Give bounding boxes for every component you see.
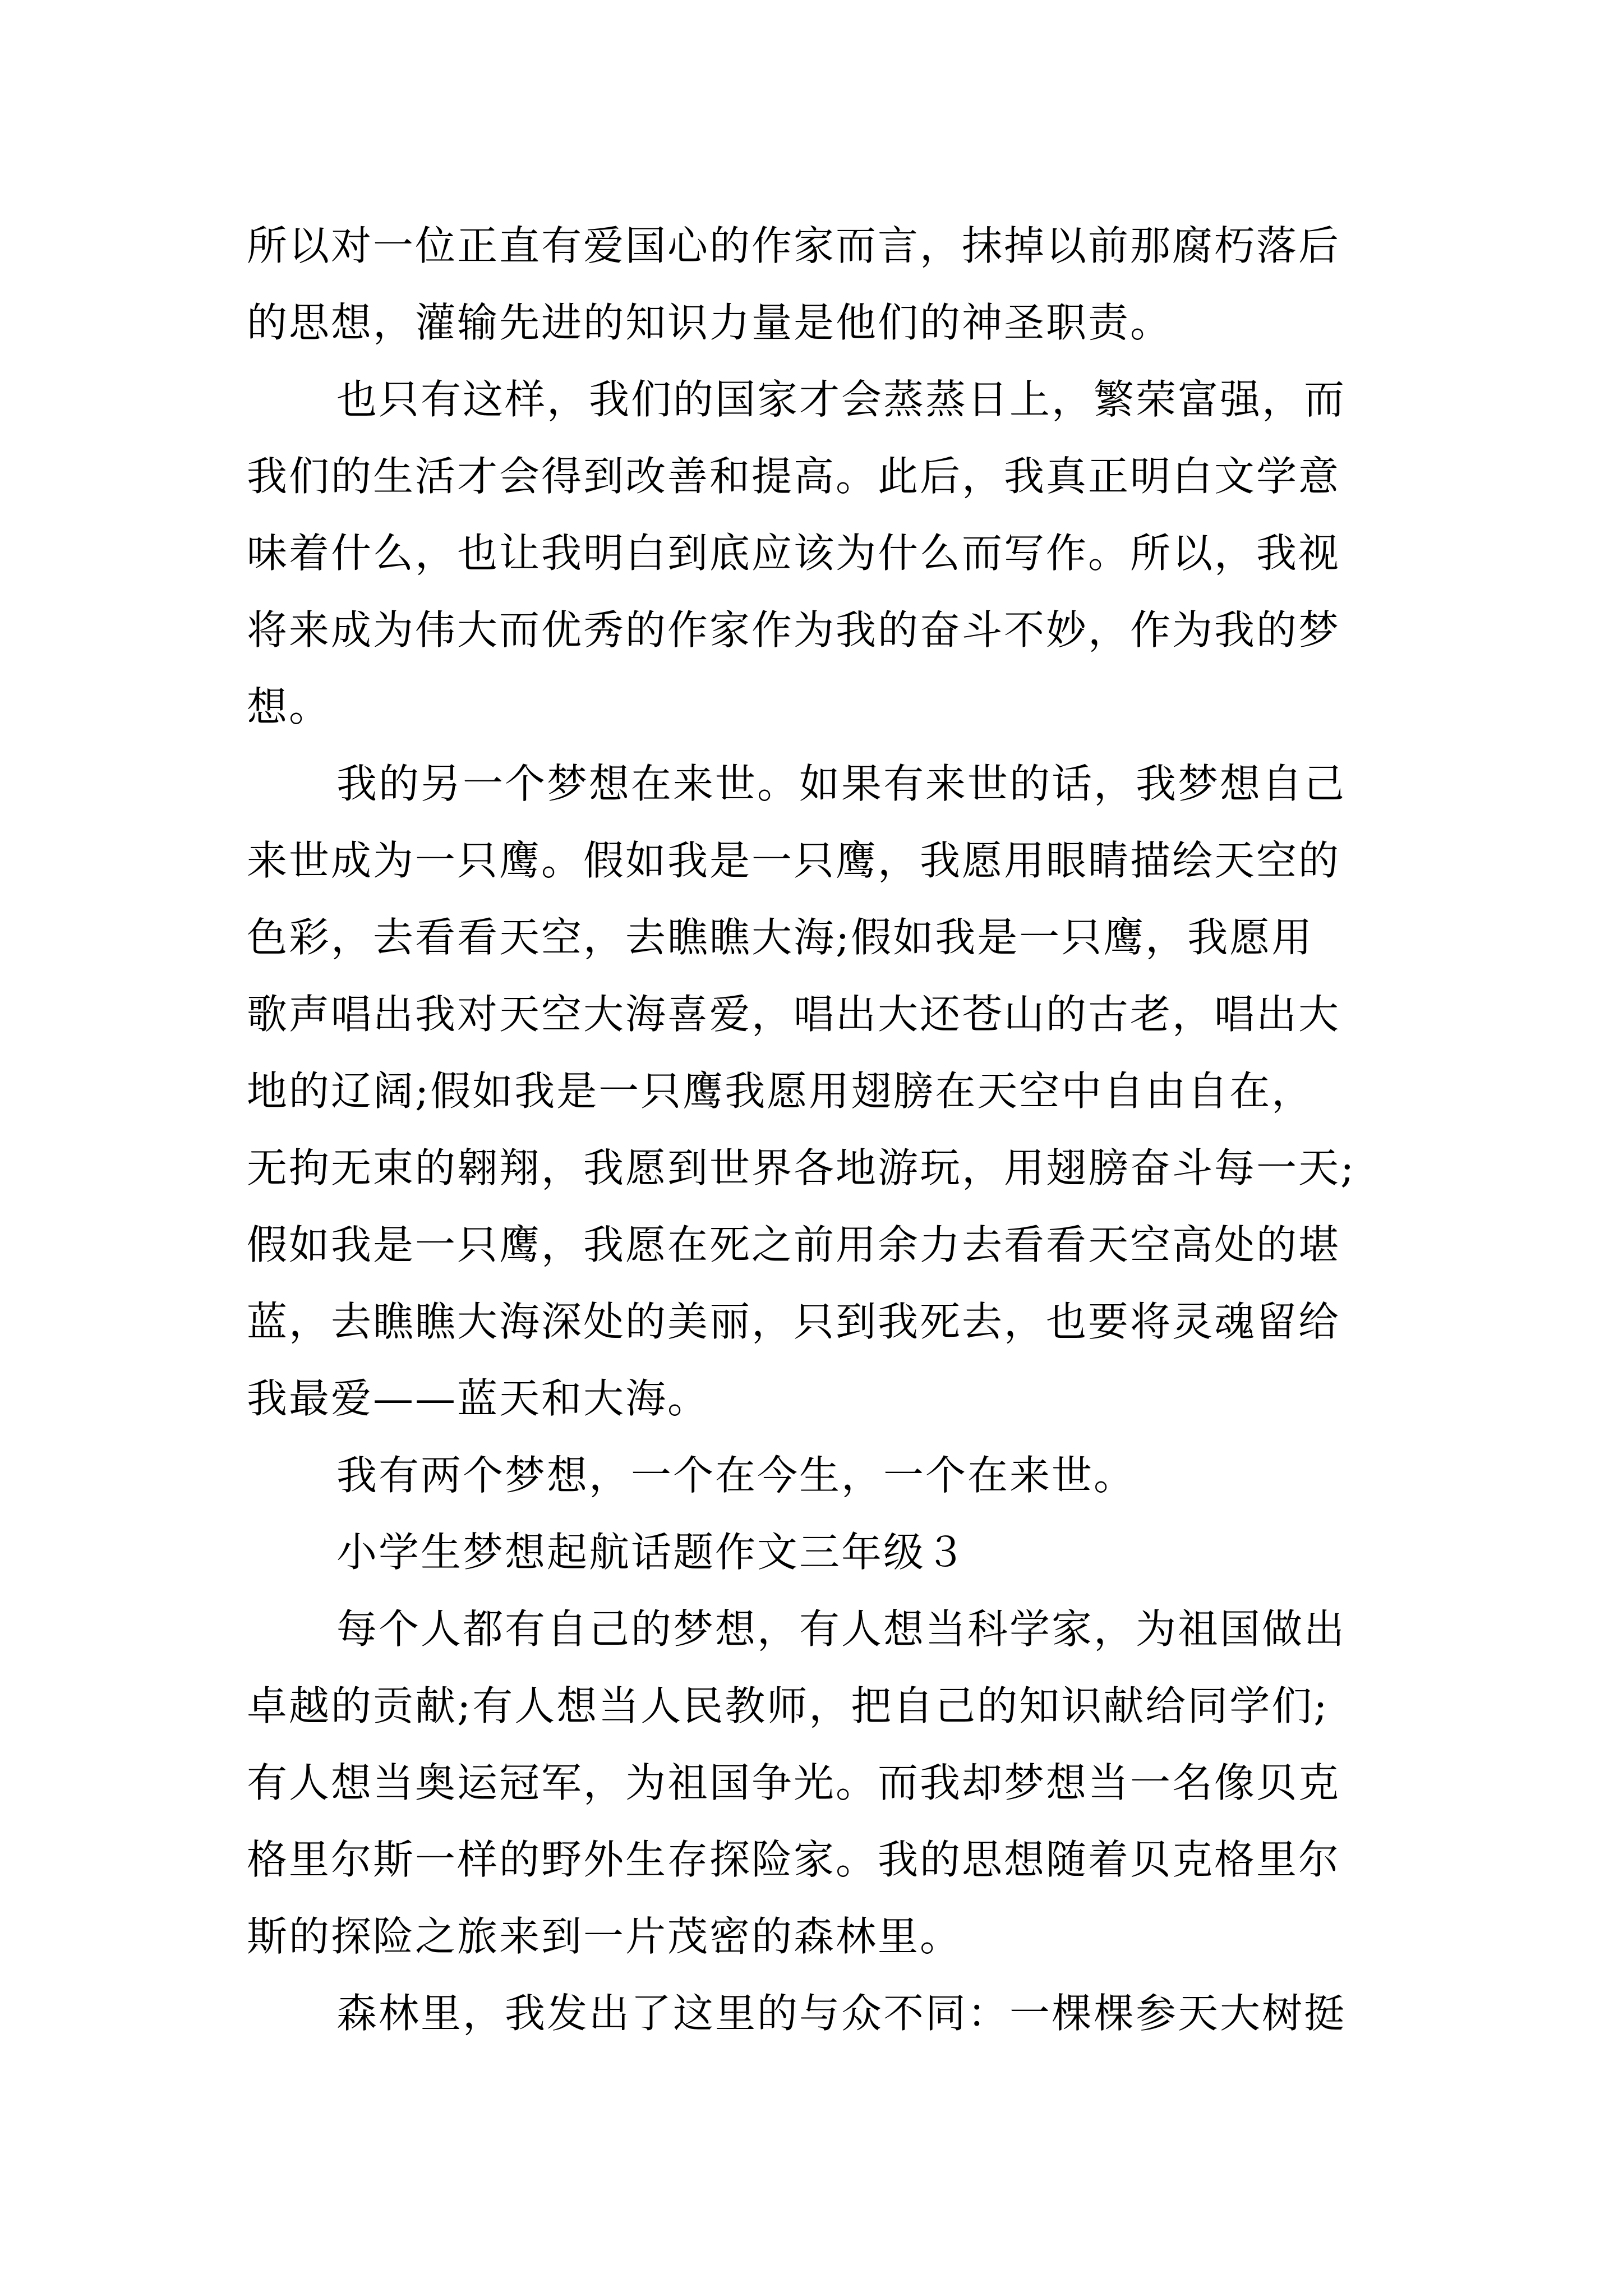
text-line: 每个人都有自己的梦想，有人想当科学家，为祖国做出 <box>336 1605 1347 1653</box>
text-line: 格里尔斯一样的野外生存探险家。我的思想随着贝克格里尔 <box>247 1836 1341 1883</box>
text-line: 所以对一位正直有爱国心的作家而言，抹掉以前那腐朽落后 <box>247 222 1341 269</box>
text-line: 来世成为一只鹰。假如我是一只鹰，我愿用眼睛描绘天空的 <box>247 837 1341 884</box>
text-line: 地的辽阔;假如我是一只鹰我愿用翅膀在天空中自由自在， <box>247 1068 1314 1115</box>
text-line: 色彩，去看看天空，去瞧瞧大海;假如我是一只鹰，我愿用 <box>247 914 1314 961</box>
text-line: 无拘无束的翱翔，我愿到世界各地游玩，用翅膀奋斗每一天; <box>247 1144 1356 1191</box>
text-line: 我的另一个梦想在来世。如果有来世的话，我梦想自己 <box>336 760 1347 807</box>
text-line: 想。 <box>247 683 331 730</box>
text-line: 假如我是一只鹰，我愿在死之前用余力去看看天空高处的堪 <box>247 1221 1341 1268</box>
text-line: 也只有这样，我们的国家才会蒸蒸日上，繁荣富强，而 <box>336 376 1347 423</box>
text-line: 味着什么，也让我明白到底应该为什么而写作。所以，我视 <box>247 530 1341 577</box>
text-line: 我有两个梦想，一个在今生，一个在来世。 <box>336 1452 1136 1499</box>
text-line: 我最爱——蓝天和大海。 <box>247 1375 710 1422</box>
text-line: 森林里，我发出了这里的与众不同：一棵棵参天大树挺 <box>336 1990 1347 2037</box>
text-line: 歌声唱出我对天空大海喜爱，唱出大还苍山的古老，唱出大 <box>247 991 1341 1038</box>
text-line: 卓越的贡献;有人想当人民教师，把自己的知识献给同学们; <box>247 1682 1329 1729</box>
text-line: 斯的探险之旅来到一片茂密的森林里。 <box>247 1913 962 1960</box>
text-line: 的思想，灌输先进的知识力量是他们的神圣职责。 <box>247 299 1173 346</box>
text-line: 蓝，去瞧瞧大海深处的美丽，只到我死去，也要将灵魂留给 <box>247 1298 1341 1345</box>
text-line: 将来成为伟大而优秀的作家作为我的奋斗不妙，作为我的梦 <box>247 606 1341 654</box>
text-line: 有人想当奥运冠军，为祖国争光。而我却梦想当一名像贝克 <box>247 1759 1341 1806</box>
text-line: 我们的生活才会得到改善和提高。此后，我真正明白文学意 <box>247 453 1341 500</box>
document-body <box>247 208 1380 2052</box>
text-line: 小学生梦想起航话题作文三年级３ <box>336 1529 968 1576</box>
